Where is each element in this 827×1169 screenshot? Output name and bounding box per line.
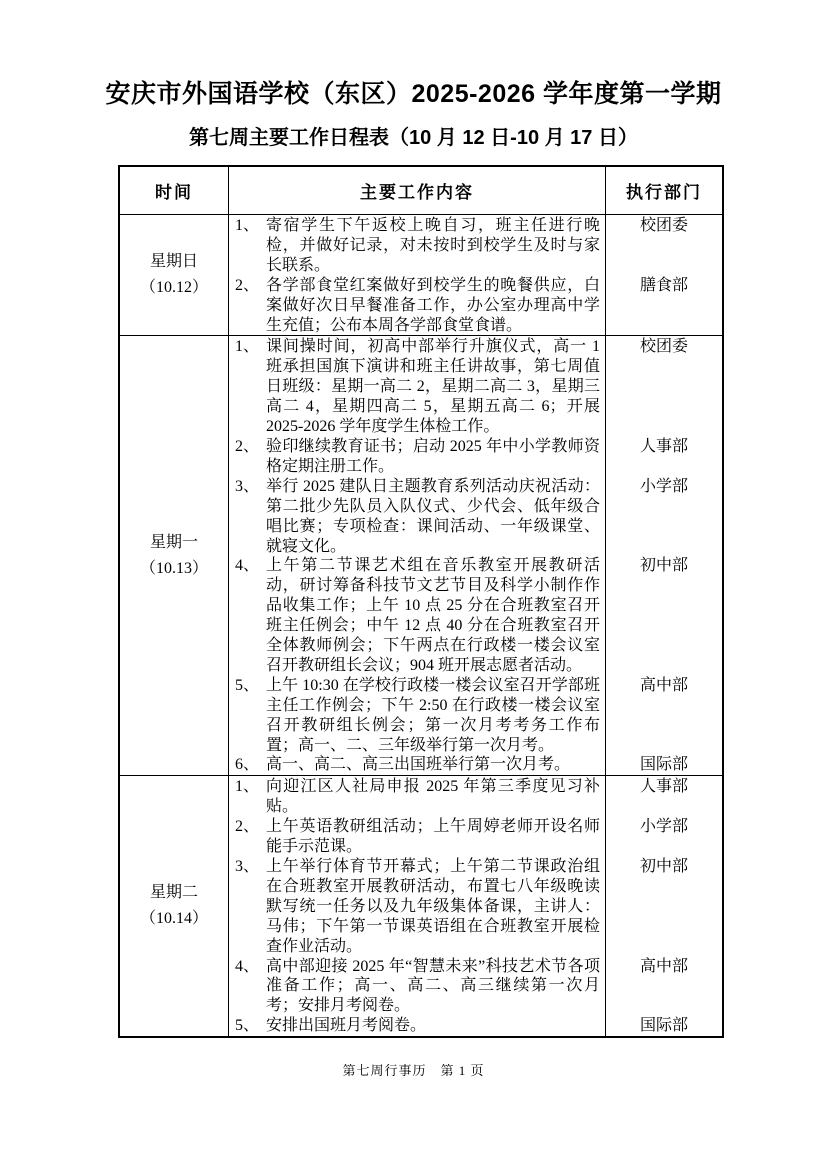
item-number: 1、 [235,338,260,356]
page-title: 安庆市外国语学校（东区）2025-2026 学年度第一学期 [105,80,722,108]
item-content [229,556,605,675]
items-column [229,215,722,335]
item-department: 国际部 [605,1016,722,1036]
item-number: 4、 [235,957,260,975]
item-department: 校团委 [605,336,722,437]
item-content [229,817,605,857]
item-number: 1、 [235,778,260,796]
schedule-body [120,215,722,1036]
item-content [229,1016,605,1036]
schedule-row [120,336,722,776]
time-cell [120,776,229,1036]
item-department: 人事部 [605,437,722,477]
work-item [229,957,722,1017]
item-number: 5、 [235,1017,260,1035]
item-number: 5、 [235,676,260,694]
work-item [229,215,722,276]
item-content [229,276,605,336]
item-content [229,755,605,775]
work-item [229,276,722,336]
time-cell [120,215,229,335]
item-number: 3、 [235,858,260,875]
work-item [229,817,722,857]
date-label: （10.12） [139,279,208,297]
item-text: 高一、高二、高三出国班举行第一次月考。 [266,756,571,774]
item-text: 举行 2025 建队日主题教育系列活动庆祝活动：第二批少先队员入队仪式、少代会、低年级合唱比赛；专项检查：课间活动、一年级课堂、就寝文化。 [266,477,600,555]
day-label: 星期一 [149,533,198,551]
item-content [229,215,605,276]
item-number: 1、 [235,217,260,234]
work-item [229,556,722,675]
item-department: 初中部 [605,857,722,957]
header-time: 时间 [120,167,229,214]
item-department: 人事部 [605,776,722,817]
item-department: 膳食部 [605,276,722,336]
item-department: 校团委 [605,215,722,276]
item-content [229,477,605,557]
item-content [229,776,605,817]
item-text: 上午举行体育节开幕式；上午第二节课政治组在合班教室开展教研活动，布置七八年级晚读默写统一任务以及九年级集体备课，主讲人：马伟；下午第一节课英语组在合班教室开展检查作业活动。 [266,858,600,955]
item-number: 4、 [235,557,260,575]
items-column [229,776,722,1036]
item-department: 高中部 [605,957,722,1017]
header-department: 执行部门 [605,167,722,214]
work-item [229,477,722,557]
table-header-row [120,167,722,215]
item-text: 上午第二节课艺术组在音乐教室开展教研活动，研讨筹备科技节文艺节目及科学小制作作品收集工作；上午 10 点 25 分在合班教室召开班主任例会；中午 12 点 40 分在合班教室召开全体教师例会；下午两点在行政楼一楼会议室召开教研组长会议；904 班开展志愿者活动。 [266,557,600,674]
item-text: 向迎江区人社局申报 2025 年第三季度见习补贴。 [266,778,600,816]
item-number: 2、 [235,276,260,294]
item-number: 2、 [235,437,260,455]
work-item [229,1016,722,1036]
page-subtitle: 第七周主要工作日程表（10 月 12 日-10 月 17 日） [189,127,638,149]
item-department: 国际部 [605,755,722,775]
work-item [229,336,722,437]
work-item [229,776,722,817]
item-department: 初中部 [605,556,722,675]
items-column [229,336,722,775]
item-text: 课间操时间，初高中部举行升旗仪式，高一 1 班承担国旗下演讲和班主任讲故事，第七周值日班级：星期一高二 2，星期二高二 3，星期三高二 4，星期四高二 5，星期五高二 6；开展 2025-2026 学年度学生体检工作。 [266,338,600,436]
date-label: （10.14） [139,910,208,928]
item-number: 3、 [235,477,260,495]
item-text: 验印继续教育证书；启动 2025 年中小学教师资格定期注册工作。 [266,437,600,475]
day-label: 星期日 [149,253,198,271]
time-cell [120,336,229,775]
item-content [229,336,605,437]
item-text: 上午 10:30 在学校行政楼一楼会议室召开学部班主任工作例会；下午 2:50 在行政楼一楼会议室召开教研组长例会；第一次月考考务工作布置；高一、二、三年级举行第一次月考。 [266,676,600,754]
item-content [229,437,605,477]
item-department: 高中部 [605,676,722,756]
item-content [229,857,605,957]
work-item [229,676,722,756]
work-item [229,755,722,775]
item-text: 安排出国班月考阅卷。 [266,1017,427,1035]
item-content [229,957,605,1017]
item-text: 高中部迎接 2025 年“智慧未来”科技艺术节各项准备工作；高一、高二、高三继续第一次月考；安排月考阅卷。 [266,957,600,1015]
item-number: 6、 [235,756,260,774]
item-department: 小学部 [605,817,722,857]
item-text: 上午英语教研组活动；上午周婷老师开设名师能手示范课。 [266,818,600,856]
schedule-row [120,776,722,1036]
day-label: 星期二 [149,884,198,902]
work-item [229,857,722,957]
schedule-table [118,165,724,1038]
header-main-content: 主要工作内容 [360,183,474,202]
date-label: （10.13） [139,559,208,577]
page-footer: 第七周行事历 第 1 页 [342,1063,485,1079]
item-content [229,676,605,756]
item-department: 小学部 [605,477,722,557]
work-item [229,437,722,477]
item-number: 2、 [235,818,260,836]
item-text: 各学部食堂红案做好到校学生的晚餐供应，白案做好次日早餐准备工作，办公室办理高中学生充值；公布本周各学部食堂食谱。 [266,276,600,334]
item-text: 寄宿学生下午返校上晚自习，班主任进行晚检，并做好记录，对未按时到校学生及时与家长联系。 [266,217,600,274]
schedule-row [120,215,722,336]
